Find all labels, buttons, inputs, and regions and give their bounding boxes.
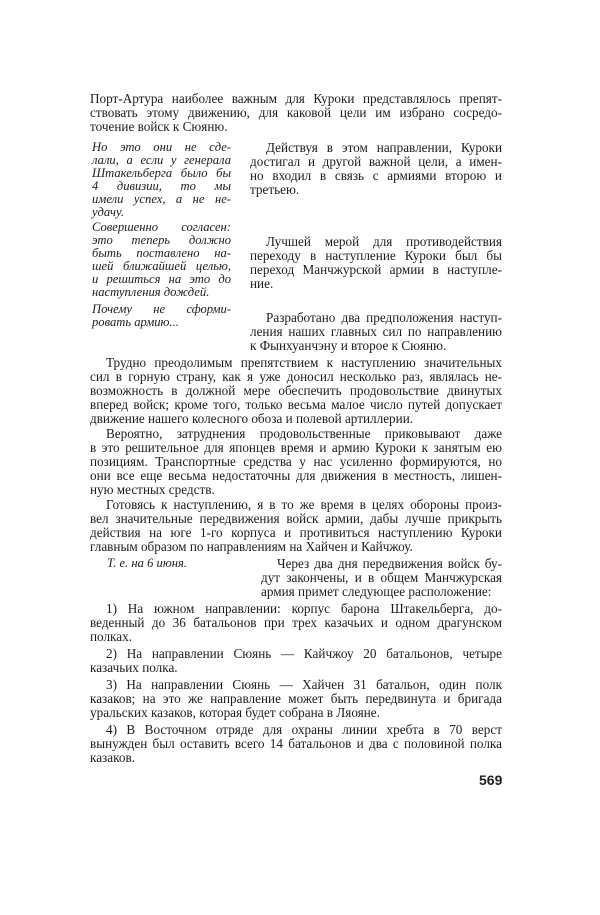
text-line: быть поставлено на- [92, 246, 231, 260]
text-line: Но это они не сде- [92, 140, 231, 154]
paragraph-obstacle [90, 356, 502, 426]
text-line: ровать армию... [92, 315, 179, 329]
text-line: казаков. [90, 750, 135, 765]
paragraph-best-measure [250, 235, 502, 291]
text-line: армия примет следующее расположение: [261, 584, 492, 599]
paragraph-food-difficulties [90, 427, 502, 497]
text-line: Т. е. на 6 июня. [107, 556, 187, 570]
text-line: они все еще весьма недостаточны для движения в местность, лишен- [90, 468, 502, 483]
text-line: Порт-Артура наиболее важным для Куроки представлялось препят- [90, 91, 502, 106]
text-line: Совершенно согласен: [92, 220, 231, 234]
text-line: наступления дождей. [92, 285, 210, 299]
text-line: дут закончены, и в общем Манчжурская [261, 570, 502, 585]
text-line: переходу в наступление Куроки был бы [250, 248, 502, 263]
text-line: имели успех, а не не- [92, 192, 231, 206]
paragraph-preparing-offensive [90, 498, 502, 554]
text-line: уральских казаков, которая будет собрана в Ляояне. [90, 705, 380, 720]
text-line: 4) В Восточном отряде для охраны линии хребта в 70 верст [106, 722, 502, 737]
text-line: действия на юге 1-го корпуса и противиться наступлению Куроки [90, 525, 502, 540]
text-line: 2) На направлении Сюянь — Кайчжоу 20 батальонов, четыре [106, 646, 502, 661]
text-line: шей ближайшей целью, [92, 259, 231, 273]
text-line: и решиться на это до [92, 272, 231, 286]
text-line: 1) На южном направлении: корпус барона Штакельберга, до- [106, 601, 502, 616]
text-line: к Фынхуанчэну и второе к Сюяню. [250, 338, 447, 353]
margin-note-4 [107, 557, 237, 570]
text-line: полках. [90, 629, 133, 644]
text-line: вел значительные передвижения войск армии, дабы лучше прикрыть [90, 511, 502, 526]
paragraph-two-plans [250, 311, 502, 353]
list-item-3 [90, 678, 502, 720]
page-number: 569 [479, 772, 503, 788]
text-line: Трудно преодолимым препятствием к наступлению значительных [106, 355, 502, 370]
text-line: это теперь должно [92, 233, 231, 247]
text-line: 4 дивизии, то мы [92, 179, 231, 193]
text-line: вынужден был оставить всего 14 батальонов и два с половиной полка [90, 736, 502, 751]
text-line: казаков; на это же направление может быть передвинута и бригада [90, 691, 502, 706]
text-line: Штакельберга было бы [92, 166, 231, 180]
text-line: Действуя в этом направлении, Куроки [266, 140, 502, 155]
text-line: Вероятно, затруднения продовольственные приковывают даже [106, 426, 502, 441]
text-line: лали, а если у генерала [92, 153, 231, 167]
text-line: переход Манчжурской армии в наступле- [250, 262, 502, 277]
margin-note-1 [92, 141, 231, 219]
text-line: третьею. [250, 182, 300, 197]
text-line: веденный до 36 батальонов при трех казачьих и одном драгунском [90, 615, 502, 630]
margin-note-3 [92, 303, 231, 329]
text-line: Почему не сформи- [92, 302, 231, 316]
text-line: позициям. Транспортные средства у нас усиленно формируются, но [90, 454, 502, 469]
text-line: в это решительное для японцев время и армию Куроки к занятым ею [90, 440, 502, 455]
text-line: движение нашего колесного обоза и полевой артиллерии. [90, 411, 414, 426]
text-line: Готовясь к наступлению, я в то же время в целях обороны произ- [106, 497, 502, 512]
text-line: Через два дня передвижения войск бу- [277, 556, 502, 571]
list-item-1 [90, 602, 502, 644]
text-line: ствовать этому движению, для каковой цели им избрано сосредо- [90, 105, 502, 120]
text-line: вперед войск; кроме того, только весьма малое число путей допускает [90, 397, 502, 412]
text-line: ние. [250, 276, 274, 291]
text-line: возможность в должной мере обеспечить продовольствие двинутых [90, 383, 502, 398]
text-line: казачьих полка. [90, 660, 178, 675]
text-line: ную местных средств. [90, 482, 215, 497]
text-line: Разработано два предположения наступ- [266, 310, 502, 325]
paragraph-kuroki-direction [250, 141, 502, 197]
list-item-4 [90, 723, 502, 765]
text-line: 3) На направлении Сюянь — Хайчен 31 батальон, один полк [106, 677, 502, 692]
text-line: Лучшей мерой для противодействия [266, 234, 502, 249]
text-line: сил в горную страну, как я уже доносил несколько раз, являлась не- [90, 369, 502, 384]
text-line: достигал и другой важной цели, а имен- [250, 154, 502, 169]
text-line: главным образом по направлениям на Хайчен и Кайчжоу. [90, 539, 413, 554]
text-line: точение войск к Сюяню. [90, 119, 228, 134]
paragraph-troop-movements [261, 557, 502, 599]
text-line: удачу. [92, 205, 125, 219]
text-line: ления наших главных сил по направлению [250, 324, 502, 339]
list-item-2 [90, 647, 502, 675]
paragraph-port-arthur [90, 92, 502, 134]
text-line: но входил в связь с армиями второю и [250, 168, 502, 183]
margin-note-2 [92, 221, 231, 299]
